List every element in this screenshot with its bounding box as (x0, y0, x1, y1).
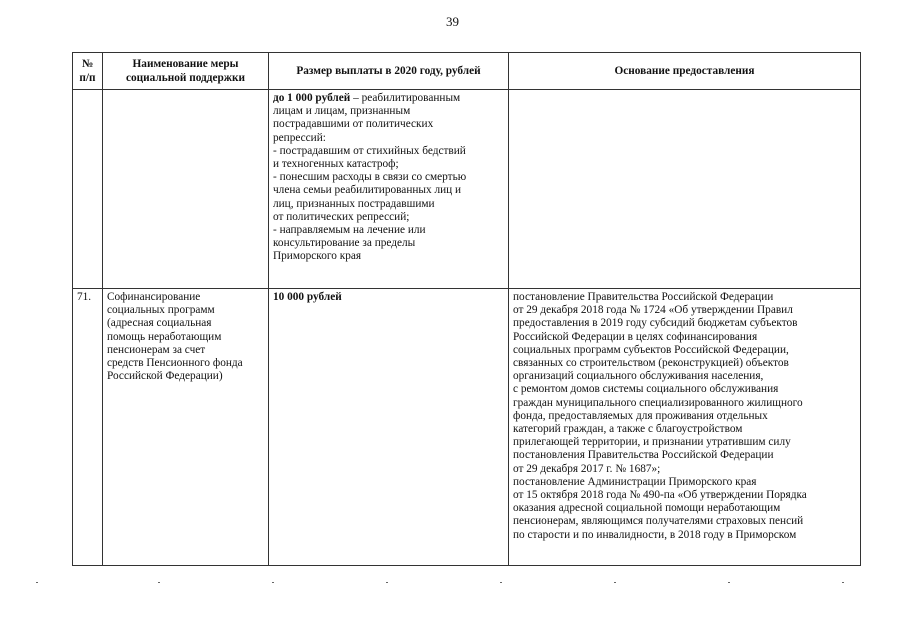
cell-measure-empty (103, 90, 269, 289)
cell-basis-empty (509, 90, 861, 289)
basis-line: фонда, предоставляемых для проживания отдельных (513, 409, 768, 422)
cell-basis (509, 289, 861, 566)
amount-line: лицам и лицам, признанным (273, 105, 411, 118)
amount-line: - направляемым на лечение или (273, 224, 426, 237)
amount-line: пострадавшими от политических (273, 118, 434, 131)
cell-amount-continuation (269, 90, 509, 289)
header-measure (103, 53, 269, 90)
basis-line: постановление Правительства Российской Федерации (513, 291, 774, 303)
table-row (73, 90, 861, 289)
basis-line: от 29 декабря 2018 года № 1724 «Об утверждении Правил (513, 304, 793, 317)
measure-line: Софинансирование (107, 291, 201, 303)
amount-line: лиц, признанных пострадавшими (273, 197, 435, 210)
basis-line: граждан муниципального специализированного жилищного (513, 396, 803, 409)
amount-line (273, 92, 504, 105)
header-amount: Размер выплаты в 2020 году, рублей (269, 53, 509, 90)
basis-line: с ремонтом домов системы социального обслуживания (513, 383, 779, 396)
measure-line: (адресная социальная (107, 317, 212, 330)
cell-number-empty (73, 90, 103, 289)
scan-dot (842, 582, 844, 583)
amount-line: от политических репрессий; (273, 210, 410, 223)
measure-line: социальных программ (107, 304, 215, 317)
measure-line: пенсионерам за счет (107, 343, 206, 356)
amount-line: члена семьи реабилитированных лиц и (273, 184, 462, 197)
row-number: 71. (73, 289, 103, 566)
basis-line: постановления Правительства Российской Федерации (513, 449, 774, 462)
header-number-line: № (81, 58, 94, 70)
amount-line: репрессий: (273, 131, 326, 144)
scan-dot (36, 582, 38, 583)
measure-line: помощь неработающим (107, 330, 222, 343)
basis-line: от 15 октября 2018 года № 490-па «Об утверждении Порядка (513, 489, 807, 502)
header-measure-line: социальной поддержки (126, 72, 245, 84)
basis-line: Российской Федерации в целях софинансирования (513, 330, 758, 343)
cell-measure (103, 289, 269, 566)
basis-line: постановление Администрации Приморского края (513, 475, 757, 488)
header-basis: Основание предоставления (509, 53, 861, 90)
header-number-line: п/п (79, 72, 96, 84)
amount-value: 10 000 рублей (273, 291, 342, 303)
scan-dot (386, 582, 388, 583)
measure-line: средств Пенсионного фонда (107, 357, 243, 370)
table-header-row (73, 53, 861, 90)
table-row (73, 289, 861, 566)
basis-line: категорий граждан, а также с благоустройством (513, 423, 743, 436)
scan-dot (728, 582, 730, 583)
page-number: 39 (446, 14, 459, 29)
scan-artifact-dots (0, 582, 905, 586)
scan-dot (500, 582, 502, 583)
amount-line: и техногенных катастроф; (273, 158, 399, 171)
scan-dot (158, 582, 160, 583)
basis-line: социальных программ субъектов Российской Федерации, (513, 343, 789, 356)
basis-line: от 29 декабря 2017 г. № 1687»; (513, 462, 661, 475)
cell-amount (269, 289, 509, 566)
amount-lead: до 1 000 рублей (273, 92, 351, 104)
basis-line: прилегающей территории, и признании утратившим силу (513, 436, 791, 449)
basis-line: оказания адресной социальной помощи неработающим (513, 502, 781, 515)
basis-line: предоставления в 2019 году субсидий бюджетам субъектов (513, 317, 798, 330)
scan-dot (614, 582, 616, 583)
basis-line: связанных со строительством (реконструкцией) объектов (513, 357, 789, 370)
scan-dot (272, 582, 274, 583)
basis-line: пенсионерам, являющимся получателями страховых пенсий (513, 515, 804, 528)
amount-line: - понесшим расходы в связи со смертью (273, 171, 467, 184)
header-number (73, 53, 103, 90)
basis-line: организаций социального обслуживания населения, (513, 370, 764, 383)
amount-line: Приморского края (273, 250, 362, 263)
social-support-table (72, 52, 861, 566)
amount-line: консультирование за пределы (273, 237, 416, 250)
amount-line: - пострадавшим от стихийных бедствий (273, 144, 466, 157)
amount-lead-rest: – реабилитированным (350, 92, 461, 104)
header-measure-line: Наименование меры (132, 58, 239, 70)
basis-line: по старости и по инвалидности, в 2018 году в Приморском (513, 528, 797, 541)
measure-line: Российской Федерации) (107, 370, 223, 383)
